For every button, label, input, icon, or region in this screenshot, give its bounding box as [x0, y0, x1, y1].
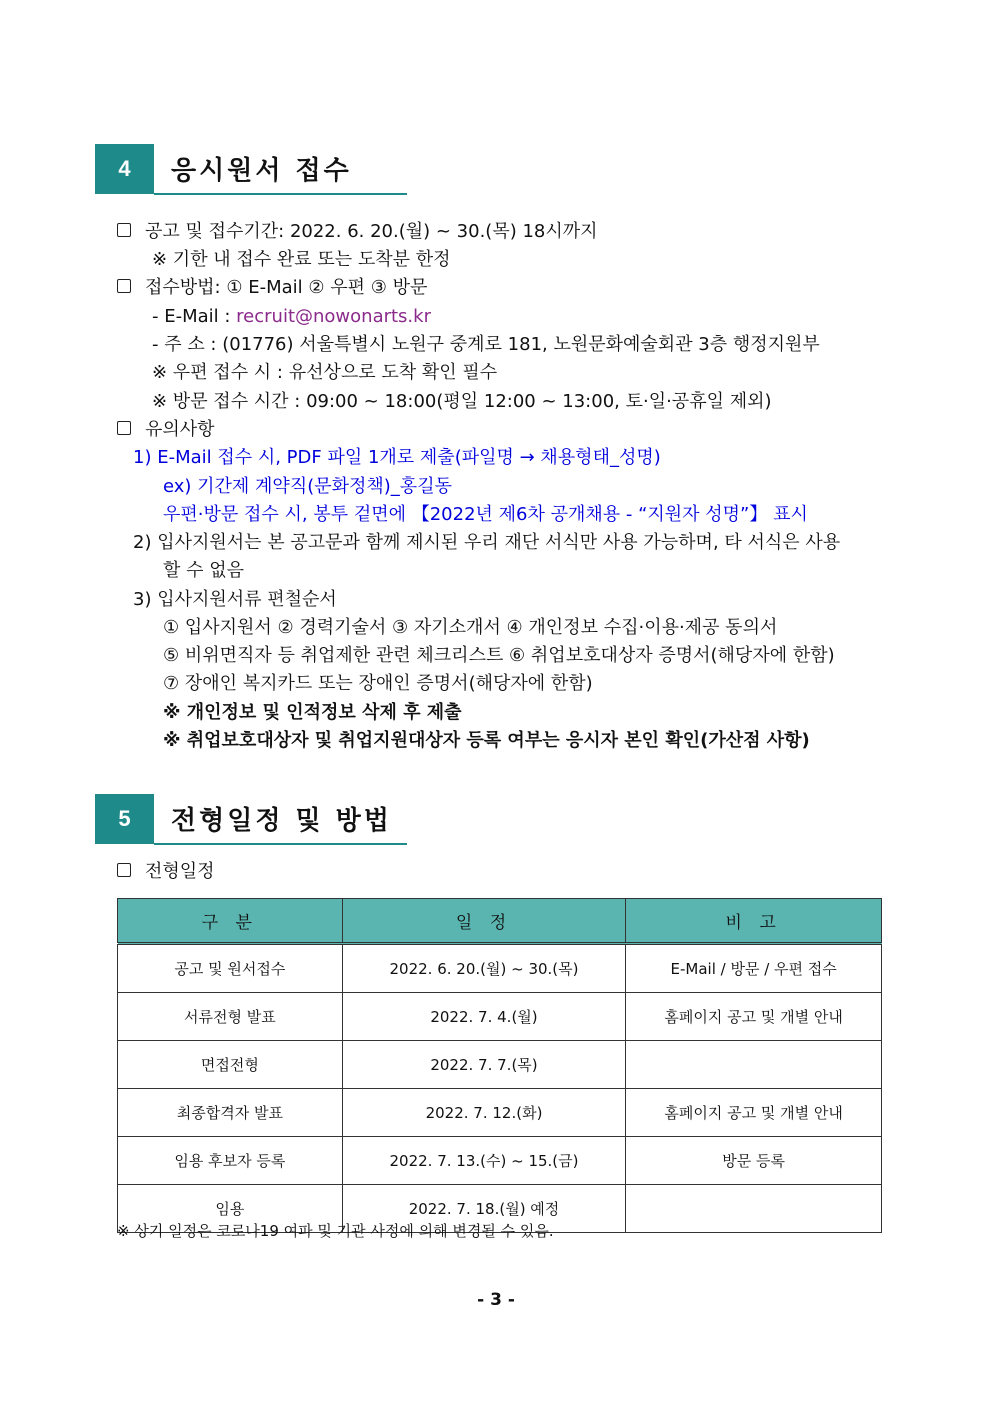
section-4-header — [95, 144, 407, 194]
email-label: - E-Mail : — [152, 306, 237, 327]
checkbox-icon — [117, 223, 131, 237]
col-header-category: 구 분 — [118, 899, 343, 944]
checkbox-icon — [117, 279, 131, 293]
table-row — [118, 1089, 882, 1137]
section-number: 5 — [95, 794, 154, 844]
table-cell: 방문 등록 — [626, 1137, 882, 1185]
section-number: 4 — [95, 144, 154, 194]
table-cell: 2022. 7. 4.(월) — [342, 993, 626, 1041]
mail-note: ※ 우편 접수 시 : 유선상으로 도착 확인 필수 — [152, 362, 498, 383]
table-cell: 서류전형 발표 — [118, 993, 343, 1041]
note-1: 1) E-Mail 접수 시, PDF 파일 1개로 제출(파일명 → 채용형태_성명) — [133, 447, 661, 468]
period-line — [117, 220, 598, 244]
address-line: - 주 소 : (01776) 서울특별시 노원구 중계로 181, 노원문화예술회관 3층 행정지원부 — [152, 334, 820, 355]
visit-note: ※ 방문 접수 시간 : 09:00 ~ 18:00(평일 12:00 ~ 13:00, 토·일·공휴일 제외) — [152, 391, 772, 412]
table-cell: 최종합격자 발표 — [118, 1089, 343, 1137]
table-cell: 임용 — [118, 1185, 343, 1233]
schedule-note: ※ 상기 일정은 코로나19 여파 및 기관 사정에 의해 변경될 수 있음. — [117, 1222, 554, 1240]
note-3d: ※ 개인정보 및 인적정보 삭제 후 제출 — [163, 702, 462, 723]
table-cell: 임용 후보자 등록 — [118, 1137, 343, 1185]
note-1-example: ex) 기간제 계약직(문화정책)_홍길동 — [163, 476, 452, 497]
note-3b: ⑤ 비위면직자 등 취업제한 관련 체크리스트 ⑥ 취업보호대상자 증명서(해당자에 한함) — [163, 645, 835, 666]
email-line — [152, 305, 431, 329]
schedule-table — [117, 898, 882, 1233]
table-cell: 홈페이지 공고 및 개별 안내 — [626, 993, 882, 1041]
period-text: 공고 및 접수기간: 2022. 6. 20.(월) ~ 30.(목) 18시까지 — [145, 221, 598, 242]
table-cell: 면접전형 — [118, 1041, 343, 1089]
table-row — [118, 1137, 882, 1185]
section-underline — [154, 843, 407, 845]
page-number: - 3 - — [477, 1290, 515, 1310]
schedule-subtitle: 전형일정 — [145, 861, 215, 882]
table-cell — [626, 1041, 882, 1089]
section-title: 전형일정 및 방법 — [171, 806, 392, 836]
checkbox-icon — [117, 863, 131, 877]
checkbox-icon — [117, 421, 131, 435]
table-row — [118, 1041, 882, 1089]
table-cell: E-Mail / 방문 / 우편 접수 — [626, 944, 882, 993]
note-2b: 할 수 없음 — [163, 560, 244, 581]
table-cell: 2022. 6. 20.(월) ~ 30.(목) — [342, 944, 626, 993]
email-link[interactable]: recruit@nowonarts.kr — [236, 306, 431, 327]
note-2a: 2) 입사지원서는 본 공고문과 함께 제시된 우리 재단 서식만 사용 가능하며, 타 서식은 사용 — [133, 532, 841, 553]
method-line — [117, 276, 427, 300]
notes-title: 유의사항 — [145, 419, 215, 440]
note-1-post: 우편·방문 접수 시, 봉투 겉면에 【2022년 제6차 공개채용 - “지원자 성명”】 표시 — [163, 504, 808, 525]
table-row — [118, 944, 882, 993]
table-header-row — [118, 899, 882, 944]
section-underline — [154, 193, 407, 195]
method-text: 접수방법: ① E-Mail ② 우편 ③ 방문 — [145, 277, 428, 298]
table-cell: 2022. 7. 7.(목) — [342, 1041, 626, 1089]
note-3a: ① 입사지원서 ② 경력기술서 ③ 자기소개서 ④ 개인정보 수집·이용·제공 동의서 — [163, 617, 778, 638]
table-cell: 공고 및 원서접수 — [118, 944, 343, 993]
note-3e: ※ 취업보호대상자 및 취업지원대상자 등록 여부는 응시자 본인 확인(가산점 사항) — [163, 730, 810, 751]
schedule-sub-line — [117, 860, 215, 884]
note-3: 3) 입사지원서류 편철순서 — [133, 589, 337, 610]
col-header-remarks: 비 고 — [626, 899, 882, 944]
table-cell: 2022. 7. 18.(월) 예정 — [342, 1185, 626, 1233]
col-header-schedule: 일 정 — [342, 899, 626, 944]
period-note: ※ 기한 내 접수 완료 또는 도착분 한정 — [152, 249, 451, 270]
notes-title-line — [117, 418, 215, 442]
note-3c: ⑦ 장애인 복지카드 또는 장애인 증명서(해당자에 한함) — [163, 673, 593, 694]
section-title: 응시원서 접수 — [171, 156, 352, 186]
table-cell — [626, 1185, 882, 1233]
table-row — [118, 993, 882, 1041]
table-cell: 홈페이지 공고 및 개별 안내 — [626, 1089, 882, 1137]
table-cell: 2022. 7. 13.(수) ~ 15.(금) — [342, 1137, 626, 1185]
section-5-header — [95, 794, 407, 844]
table-cell: 2022. 7. 12.(화) — [342, 1089, 626, 1137]
